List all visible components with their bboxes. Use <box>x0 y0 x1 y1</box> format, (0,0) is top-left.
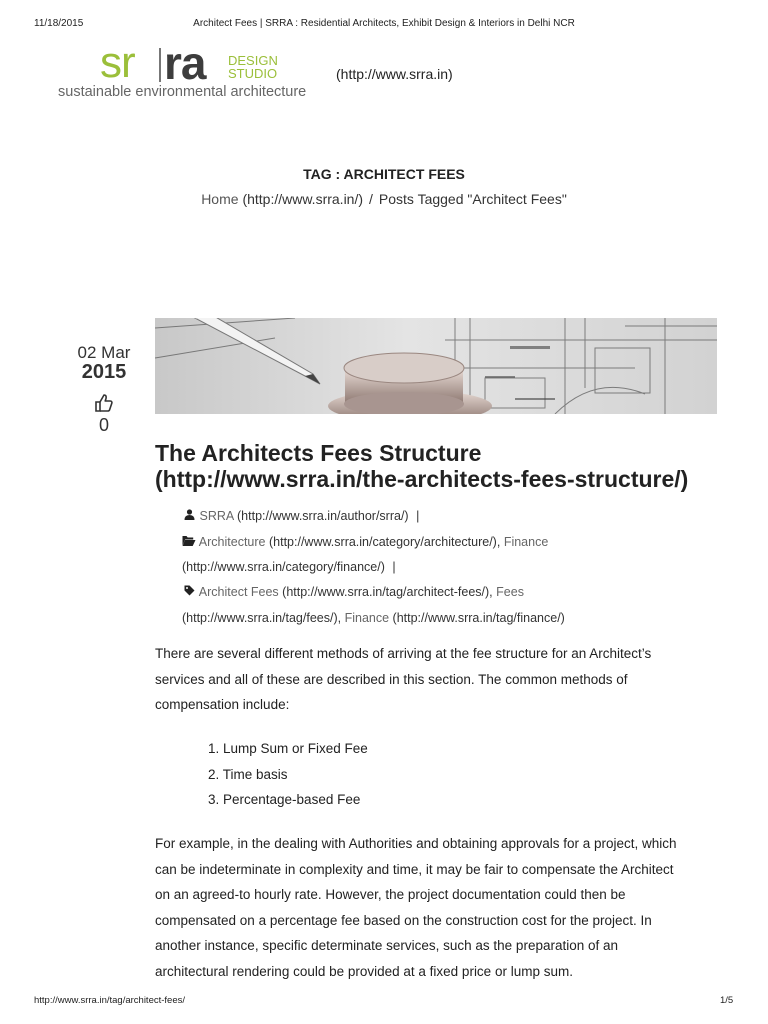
post-author <box>182 509 419 523</box>
tag-fees-link[interactable]: Fees <box>496 585 524 599</box>
post-tags-cont <box>182 611 565 625</box>
author-url[interactable]: (http://www.srra.in/author/srra/) <box>237 509 409 523</box>
post-example-paragraph: For example, in the dealing with Authorities and obtaining approvals for a project, which can be indeterminate in complexity and time, it may be fair to compensate the Architect on an agreed-to hourly rate. However, the project documentation could then be compensated on a percentage fee based on the construction cost for the project. In another instance, specific determinate services, such as the preparation of an architectural rendering could be provided at a fixed price or lump sum. <box>155 836 677 979</box>
category-finance-url[interactable]: (http://www.srra.in/category/finance/) <box>182 560 385 574</box>
post-intro-paragraph: There are several different methods of arriving at the fee structure for an Architect’s services and all of these are described in this section. The common methods of compensation include: <box>155 646 652 712</box>
post-date <box>70 343 138 384</box>
breadcrumb-current: Posts Tagged "Architect Fees" <box>378 191 567 207</box>
print-title: Architect Fees | SRRA : Residential Architects, Exhibit Design & Interiors in Delhi NCR <box>193 18 575 29</box>
post-hero-image[interactable] <box>155 318 717 414</box>
page-title: TAG : ARCHITECT FEES <box>303 166 465 182</box>
breadcrumb-home[interactable]: Home (http://www.srra.in/) <box>201 191 364 207</box>
category-architecture-link[interactable]: Architecture <box>198 535 266 549</box>
print-date: 11/18/2015 <box>34 18 84 29</box>
post-date-day-month: 02 Mar <box>77 343 131 362</box>
post-categories-cont <box>182 560 396 574</box>
user-icon <box>182 509 196 523</box>
list-item: 3. Percentage-based Fee <box>208 792 361 807</box>
breadcrumb <box>0 191 768 207</box>
site-url-link[interactable]: (http://www.srra.in) <box>336 66 453 82</box>
post-title-link[interactable]: The Architects Fees Structure (http://www.srra.in/the-architects-fees-structure/) <box>155 440 689 492</box>
logo-design-studio: DESIGN STUDIO <box>228 53 278 81</box>
category-finance-link[interactable]: Finance <box>503 535 549 549</box>
logo-ra: ra <box>164 37 206 89</box>
breadcrumb-separator: / <box>369 191 373 207</box>
list-item: 1. Lump Sum or Fixed Fee <box>208 741 368 756</box>
print-footer-url: http://www.srra.in/tag/architect-fees/ <box>34 995 186 1006</box>
author-link[interactable]: SRRA <box>199 509 234 523</box>
tag-finance-link[interactable]: Finance <box>344 611 390 625</box>
post-tags <box>182 585 524 599</box>
post-categories <box>182 535 548 549</box>
site-logo[interactable] <box>58 37 325 104</box>
tag-finance-url[interactable]: (http://www.srra.in/tag/finance/) <box>392 611 565 625</box>
tag-icon <box>182 585 196 599</box>
compensation-methods-list <box>208 736 368 813</box>
logo-tagline: sustainable environmental architecture <box>58 84 307 100</box>
meta-separator: | <box>392 560 396 574</box>
thumbs-up-icon[interactable] <box>93 392 115 414</box>
tag-fees-url[interactable]: (http://www.srra.in/tag/fees/), <box>182 611 342 625</box>
post-date-year: 2015 <box>81 361 127 383</box>
list-item: 2. Time basis <box>208 766 288 782</box>
logo-divider <box>159 48 161 82</box>
print-page-number: 1/5 <box>720 995 734 1006</box>
tag-architect-fees-url[interactable]: (http://www.srra.in/tag/architect-fees/), <box>282 585 493 599</box>
category-architecture-url[interactable]: (http://www.srra.in/category/architecture/), <box>268 535 501 549</box>
folder-open-icon <box>182 535 196 549</box>
meta-separator: | <box>416 509 420 523</box>
tag-architect-fees-link[interactable]: Architect Fees <box>198 585 279 599</box>
logo-sr: sr <box>100 38 135 87</box>
like-count: 0 <box>98 415 109 435</box>
